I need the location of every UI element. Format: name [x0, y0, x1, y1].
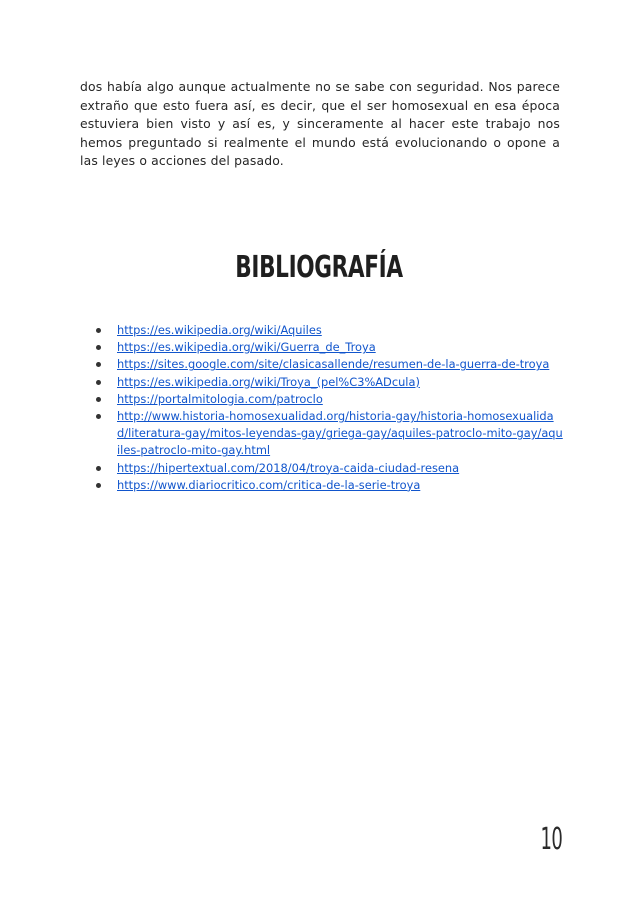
- bibliography-link[interactable]: https://es.wikipedia.org/wiki/Troya_(pel%C3%ADcula): [117, 374, 420, 389]
- bibliography-item: [96, 374, 564, 391]
- page-number: 10: [540, 822, 562, 857]
- bibliography-item: [96, 477, 564, 494]
- bibliography-item: [96, 356, 564, 373]
- bibliography-link[interactable]: http://www.historia-homosexualidad.org/historia-gay/historia-homosexualidad/literatura-gay/mitos-leyendas-gay/griega-gay/aquiles-patroclo-mito-gay/aquiles-patroclo-mito-gay.html: [117, 409, 563, 458]
- bibliography-item: [96, 339, 564, 356]
- bibliography-item: [96, 460, 564, 477]
- bibliography-list: [96, 322, 564, 494]
- bibliography-link[interactable]: https://hipertextual.com/2018/04/troya-caida-ciudad-resena: [117, 460, 460, 475]
- bibliography-link[interactable]: https://portalmitologia.com/patroclo: [117, 391, 323, 406]
- bibliography-item: [96, 391, 564, 408]
- bibliography-link[interactable]: https://es.wikipedia.org/wiki/Guerra_de_Troya: [117, 340, 376, 355]
- body-paragraph: dos había algo aunque actualmente no se sabe con seguridad. Nos parece extraño que esto fuera así, es decir, que el ser homosexual en esa época estuviera bien visto y así es, y sinceramente al hacer este trabajo nos hemos preguntado si realmente el mundo está evolucionando o opone a las leyes o acciones del pasado.: [80, 79, 560, 168]
- bibliography-link[interactable]: https://es.wikipedia.org/wiki/Aquiles: [117, 323, 322, 337]
- bibliography-link[interactable]: https://sites.google.com/site/clasicasallende/resumen-de-la-guerra-de-troya: [117, 357, 550, 372]
- bibliography-heading: BIBLIOGRAFÍA: [235, 250, 403, 285]
- bibliography-link[interactable]: https://www.diariocritico.com/critica-de-la-serie-troya: [117, 477, 421, 492]
- bibliography-item: [96, 408, 564, 460]
- bibliography-item: [96, 322, 564, 339]
